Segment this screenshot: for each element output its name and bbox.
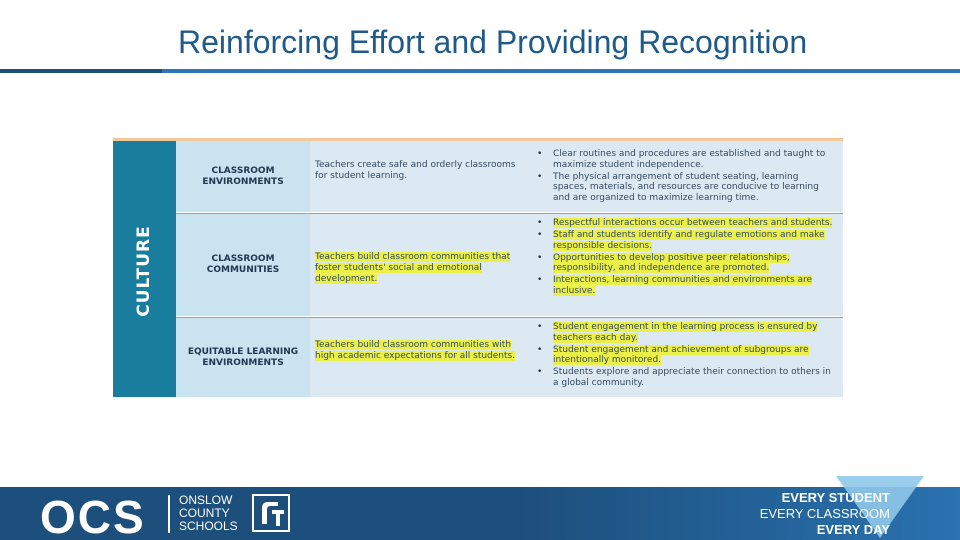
area-description bbox=[315, 160, 525, 182]
school-name bbox=[179, 494, 238, 533]
list-item bbox=[535, 322, 835, 343]
list-item bbox=[535, 218, 835, 229]
indicator-text: Interactions, learning communities and environments are inclusive. bbox=[553, 275, 813, 296]
list-item bbox=[535, 345, 835, 366]
indicator-text: Clear routines and procedures are established and taught to maximize student independence. bbox=[553, 149, 826, 170]
list-item bbox=[535, 253, 835, 274]
title-rule-light bbox=[162, 69, 960, 73]
content-cell bbox=[310, 141, 843, 212]
indicator-text: Student engagement and achievement of subgroups are intentionally monitored. bbox=[553, 344, 809, 365]
area-cell bbox=[176, 214, 310, 316]
area-label-line: ENVIRONMENTS bbox=[202, 176, 284, 187]
content-cell bbox=[310, 214, 843, 316]
table-row bbox=[176, 317, 843, 397]
area-label-line: CLASSROOM bbox=[211, 254, 275, 264]
table-row bbox=[176, 141, 843, 212]
table-row bbox=[176, 213, 843, 316]
area-cell bbox=[176, 318, 310, 397]
indicator-list bbox=[535, 149, 835, 205]
description-text: Teachers build classroom communities with high academic expectations for all students. bbox=[315, 340, 516, 361]
area-description bbox=[315, 252, 525, 285]
area-label-line: ENVIRONMENTS bbox=[202, 357, 284, 368]
area-description bbox=[315, 340, 525, 362]
school-name-line: COUNTY bbox=[179, 506, 230, 520]
school-name-line: SCHOOLS bbox=[179, 519, 238, 533]
title-rule-dark bbox=[0, 69, 162, 73]
category-label: CULTURE bbox=[134, 225, 154, 317]
logo-divider bbox=[168, 495, 170, 533]
tagline-line: EVERY STUDENT bbox=[781, 490, 890, 505]
school-name-line: ONSLOW bbox=[179, 493, 233, 507]
tagline-line: EVERY DAY bbox=[816, 522, 890, 537]
list-item bbox=[535, 149, 835, 170]
indicator-text: Opportunities to develop positive peer relationships, responsibility, and independence are promoted. bbox=[553, 252, 790, 273]
indicator-text: Staff and students identify and regulate emotions and make responsible decisions. bbox=[553, 230, 825, 251]
list-item bbox=[535, 230, 835, 251]
area-label-line: COMMUNITIES bbox=[206, 265, 280, 275]
indicator-list bbox=[535, 218, 835, 298]
culture-table bbox=[113, 138, 843, 397]
list-item bbox=[535, 172, 835, 204]
area-label-line: CLASSROOM bbox=[211, 165, 275, 176]
indicator-text: Student engagement in the learning process is ensured by teachers each day. bbox=[553, 322, 818, 343]
list-item bbox=[535, 367, 835, 388]
description-text: Teachers create safe and orderly classrooms for student learning. bbox=[315, 160, 516, 181]
indicator-text: The physical arrangement of student seating, learning spaces, materials, and resources are conducive to learning and are organized to maximize learning time. bbox=[553, 171, 819, 203]
slide-title: Reinforcing Effort and Providing Recognition bbox=[178, 24, 808, 60]
area-cell bbox=[176, 141, 310, 212]
ocs-logo: OCS bbox=[40, 491, 146, 540]
description-text: Teachers build classroom communities that foster students' social and emotional development. bbox=[315, 252, 511, 284]
tagline-line: EVERY CLASSROOM bbox=[759, 506, 890, 521]
indicator-text: Respectful interactions occur between teachers and students. bbox=[553, 218, 833, 228]
content-cell bbox=[310, 318, 843, 397]
list-item bbox=[535, 275, 835, 296]
area-label-line: EQUITABLE LEARNING bbox=[187, 346, 299, 357]
school-emblem-icon bbox=[252, 494, 290, 532]
category-band bbox=[113, 141, 176, 397]
indicator-list bbox=[535, 322, 835, 390]
indicator-text: Students explore and appreciate their connection to others in a global community. bbox=[553, 367, 831, 388]
